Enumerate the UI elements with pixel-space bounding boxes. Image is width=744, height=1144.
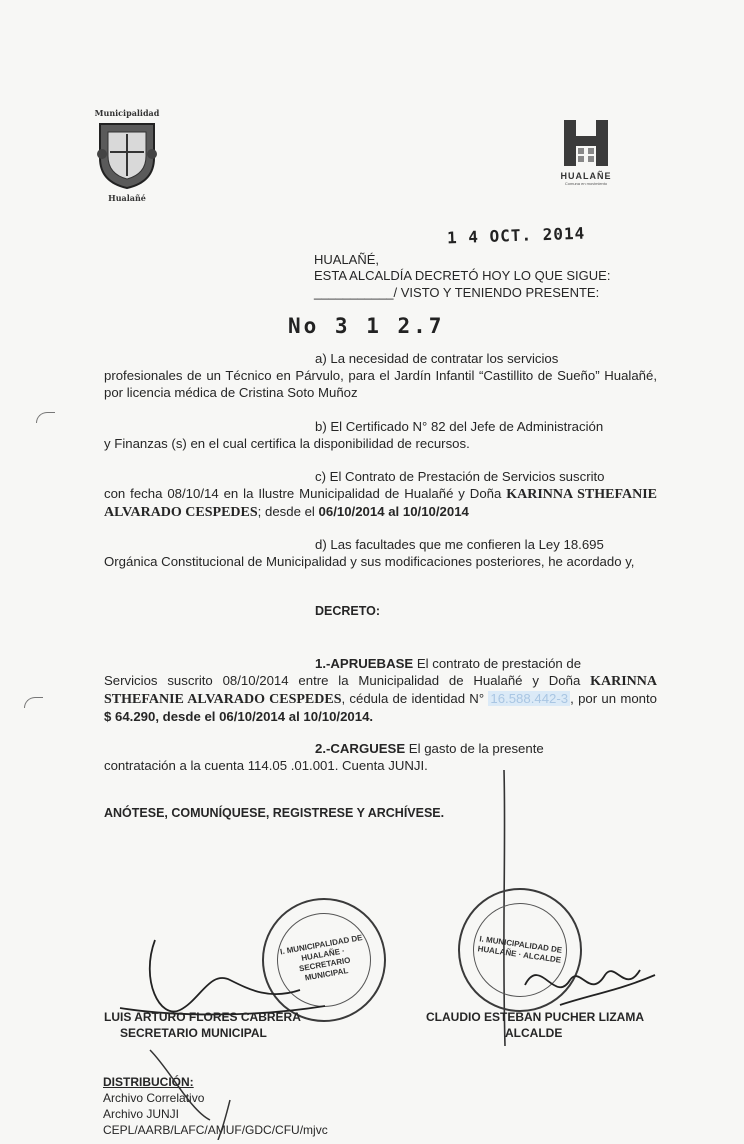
distribution-line: CEPL/AARB/LAFC/AMUF/GDC/CFU/mjvc [103,1123,328,1137]
margin-mark [24,697,43,708]
contractor-name: KARINNA STHEFANIE ALVARADO CESPEDES [104,674,657,707]
considerando-c: c) El Contrato de Prestación de Servicios suscrito con fecha 08/10/14 en la Ilustre Municipalidad de Hualañé y Doña KARINNA STHEFANIE ALVARADO CESPEDES; desde el 06/10/2014 al 10/10/2014 [104,469,657,520]
secretary-seal-icon: I. MUNICIPALIDAD DE HUALAÑE · SECRETARIO MUNICIPAL [252,888,396,1032]
secretary-title: SECRETARIO MUNICIPAL [120,1026,267,1040]
closing-formula: ANÓTESE, COMUNÍQUESE, REGISTRESE Y ARCHÍVESE. [104,806,445,820]
contract-amount: $ 64.290, desde el 06/10/2014 al 10/10/2014. [104,709,374,724]
logo-name: HUALAÑE [560,171,612,181]
mayor-signature-icon [520,945,660,1015]
margin-mark [36,412,55,423]
considerando-d: d) Las facultades que me confieren la Ley 18.695 Orgánica Constitucional de Municipalidad y sus modificaciones posteriores, he acordado y, [104,537,635,569]
distribution-title: DISTRIBUCIÓN: [103,1075,194,1089]
decreto-item-1: 1.-APRUEBASE El contrato de prestación de Servicios suscrito 08/10/2014 entre la Municipalidad de Hualañé y Doña KARINNA STHEFANIE ALVARADO CESPEDES, cédula de identidad N° 16.588.442-3 , por un monto $ 64.290, desde el 06/10/2014 al 10/10/2014. [104,656,657,724]
date-stamp: 1 4 OCT. 2014 [446,223,586,248]
contract-dates: 06/10/2014 al 10/10/2014 [318,504,469,519]
redacted-id-number: 16.588.442-3 [490,691,569,706]
crest-shield-icon [94,118,160,190]
contractor-name: KARINNA STHEFANIE ALVARADO CESPEDES [104,487,657,520]
crest-bottom-text: Hualañé [108,193,146,203]
hualane-brand-logo [556,118,616,196]
mayor-seal-icon: I. MUNICIPALIDAD DE HUALAÑE · ALCALDE [450,880,590,1020]
distribution-line: Archivo JUNJI [103,1107,180,1121]
mayor-name: CLAUDIO ESTEBAN PUCHER LIZAMA [426,1010,644,1024]
decreto-item-2: 2.-CARGUESE El gasto de la presente contratación a la cuenta 114.05 .01.001. Cuenta JUNJI. [104,741,544,773]
considerando-b: b) El Certificado N° 82 del Jefe de Administración y Finanzas (s) en el cual certifica la disponibilidad de recursos. [104,419,604,451]
decreto-heading: DECRETO: [315,604,381,618]
decree-number-stamp: No 3 1 2.7 [288,314,445,338]
mayor-title: ALCALDE [505,1026,563,1040]
distribution-line: Archivo Correlativo [103,1091,205,1105]
considerando-a: a) La necesidad de contratar los servicios profesionales de un Técnico en Párvulo, para el Jardín Infantil “Castillito de Sueño” Hualañé, por licencia médica de Cristina Soto Muñoz [104,351,657,400]
logo-tagline: Comuna en movimiento [564,181,608,186]
municipal-crest-logo [94,108,160,204]
header-city: HUALAÑÉ, [314,252,380,267]
crest-top-text: Municipalidad [94,108,160,118]
header-line-visto: ___________/ VISTO Y TENIENDO PRESENTE: [314,285,600,300]
secretary-name: LUIS ARTURO FLORES CABRERA [104,1010,301,1024]
header-line-decreto: ESTA ALCALDÍA DECRETÓ HOY LO QUE SIGUE: [314,268,611,283]
h-letter-icon [558,118,614,168]
initials-scribble-icon [140,1040,250,1140]
